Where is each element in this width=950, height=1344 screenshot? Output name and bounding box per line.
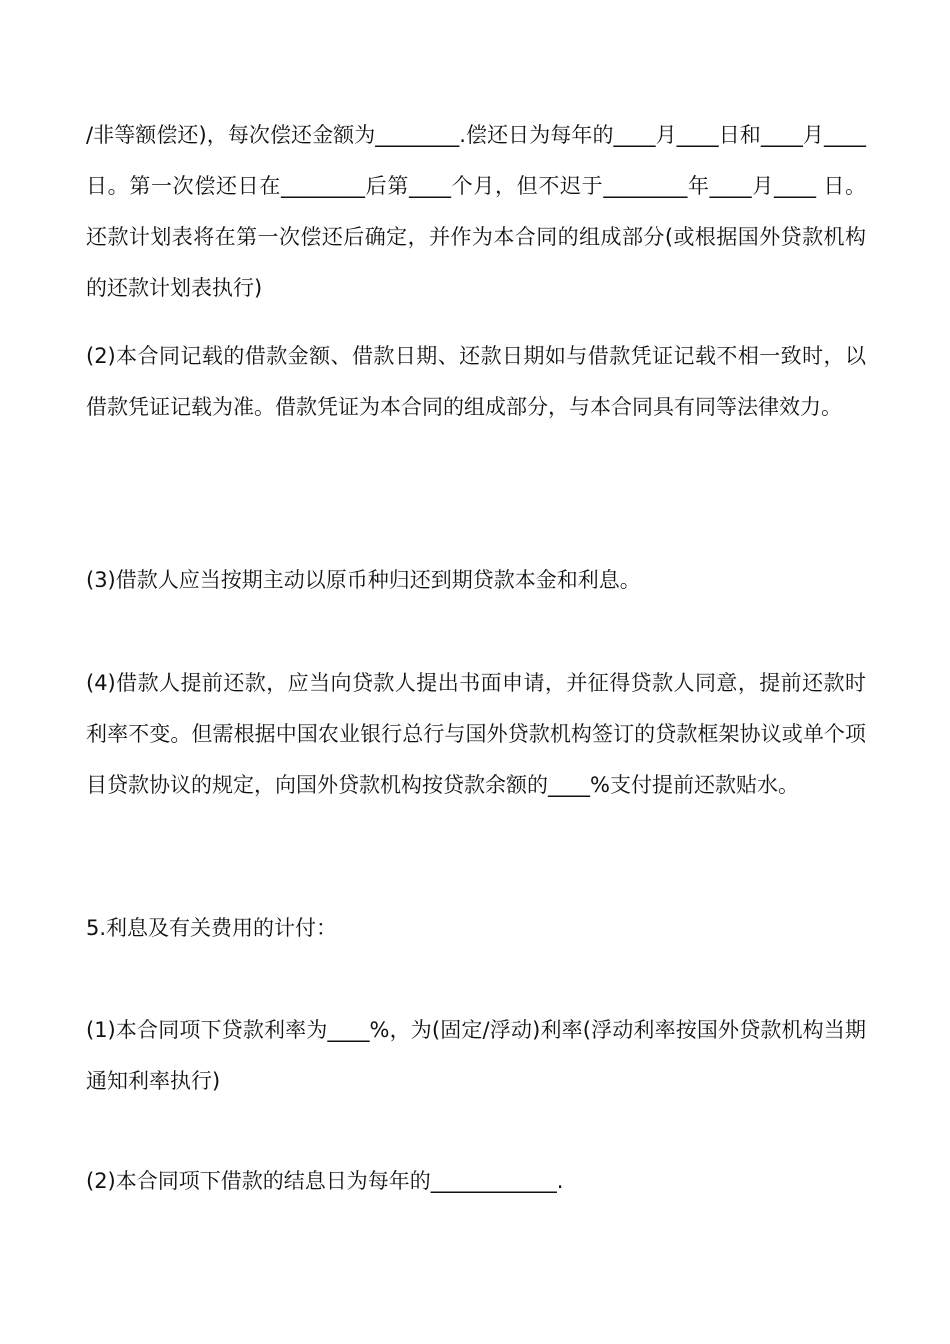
paragraph-repayment-schedule: /非等额偿还)，每次偿还金额为________.偿还日为每年的____月____日和____月____日。第一次偿还日在________后第____个月，但不迟于________年____月____ 日。还款计划表将在第一次偿还后确定，并作为本合同的组成部分(或根据国外贷款机构的还款计划表执行) bbox=[86, 123, 866, 300]
paragraph-clause-3-repay-principal: (3)借款人应当按期主动以原币种归还到期贷款本金和利息。 bbox=[86, 568, 641, 592]
section-heading-interest-fees: 5.利息及有关费用的计付： bbox=[86, 916, 338, 940]
paragraph-interest-rate: (1)本合同项下贷款利率为____%，为(固定/浮动)利率(浮动利率按国外贷款机构当期通知利率执行) bbox=[86, 1018, 866, 1093]
paragraph-clause-2-loan-voucher: (2)本合同记载的借款金额、借款日期、还款日期如与借款凭证记载不相一致时，以借款凭证记载为准。借款凭证为本合同的组成部分，与本合同具有同等法律效力。 bbox=[86, 344, 866, 419]
paragraph-clause-4-early-repayment: (4)借款人提前还款，应当向贷款人提出书面申请，并征得贷款人同意，提前还款时利率不变。但需根据中国农业银行总行与国外贷款机构签订的贷款框架协议或单个项目贷款协议的规定，向国外贷款机构按贷款余额的____%支付提前还款贴水。 bbox=[86, 671, 866, 797]
paragraph-interest-settlement-date: (2)本合同项下借款的结息日为每年的____________. bbox=[86, 1169, 564, 1193]
